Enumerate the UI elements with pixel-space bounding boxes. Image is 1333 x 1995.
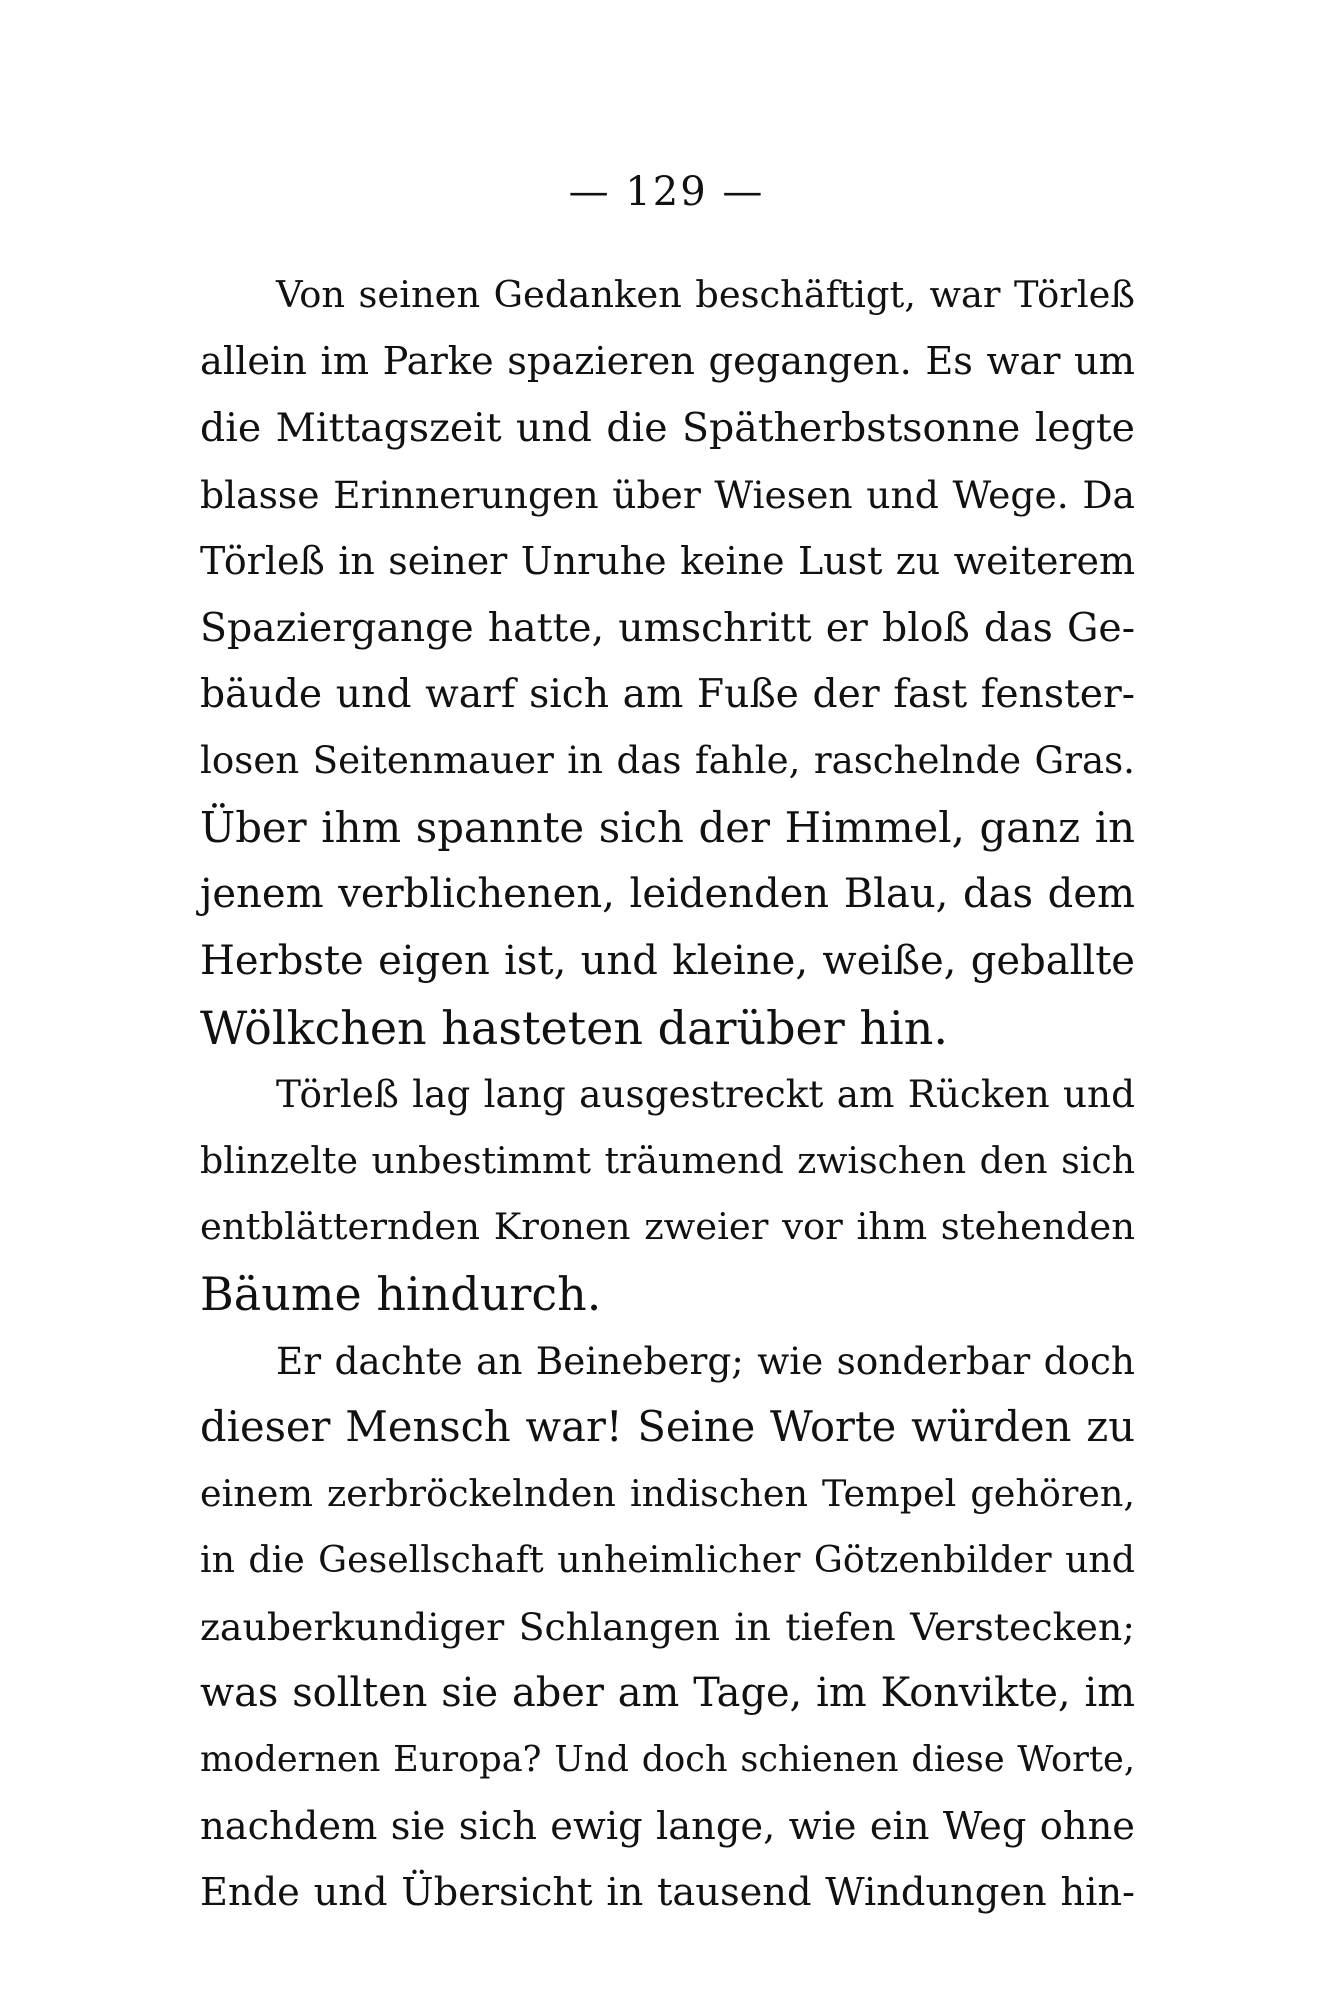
text-line: bäude und warf sich am Fuße der fast fenster- bbox=[200, 671, 1135, 717]
text-line: Er dachte an Beineberg; wie sonderbar doch bbox=[276, 1338, 1135, 1383]
text-line: was sollten sie aber am Tage, im Konvikte, im bbox=[200, 1670, 1135, 1717]
text-line: zauberkundiger Schlangen in tiefen Verstecken; bbox=[200, 1604, 1135, 1649]
text-line: Spaziergange hatte, umschritt er bloß das Ge- bbox=[200, 604, 1135, 651]
text-line: die Mittagszeit und die Spätherbstsonne legte bbox=[200, 405, 1135, 452]
text-line: blasse Erinnerungen über Wiesen und Wege. Da bbox=[200, 472, 1135, 517]
text-line: nachdem sie sich ewig lange, wie ein Weg ohne bbox=[200, 1803, 1135, 1849]
text-line: entblätternden Kronen zweier vor ihm stehenden bbox=[200, 1205, 1135, 1249]
text-line: in die Gesellschaft unheimlicher Götzenbilder und bbox=[200, 1538, 1135, 1582]
text-line: einem zerbröckelnden indischen Tempel gehören, bbox=[200, 1471, 1135, 1515]
text-line: losen Seitenmauer in das fahle, raschelnde Gras. bbox=[200, 739, 1135, 783]
text-line: Von seinen Gedanken beschäftigt, war Törleß bbox=[276, 273, 1135, 316]
text-line: blinzelte unbestimmt träumend zwischen den sich bbox=[200, 1138, 1135, 1182]
text-line: Wölkchen hasteten darüber hin. bbox=[200, 1000, 948, 1055]
text-line: Törleß in seiner Unruhe keine Lust zu weiterem bbox=[200, 539, 1135, 584]
text-line: Über ihm spannte sich der Himmel, ganz in bbox=[200, 802, 1135, 852]
text-line: Ende und Übersicht in tausend Windungen hin- bbox=[200, 1870, 1135, 1916]
body-text bbox=[200, 262, 1135, 1927]
page-number: — 129 — bbox=[568, 169, 765, 215]
text-line: allein im Parke spazieren gegangen. Es war um bbox=[200, 338, 1135, 384]
text-line: dieser Mensch war! Seine Worte würden zu bbox=[200, 1402, 1135, 1452]
text-line: jenem verblichenen, leidenden Blau, das dem bbox=[200, 871, 1135, 918]
text-line: Bäume hindurch. bbox=[200, 1266, 602, 1321]
text-line: Törleß lag lang ausgestreckt am Rücken und bbox=[276, 1072, 1135, 1117]
text-line: modernen Europa? Und doch schienen diese Worte, bbox=[200, 1739, 1135, 1781]
text-line: Herbste eigen ist, und kleine, weiße, geballte bbox=[200, 937, 1135, 984]
